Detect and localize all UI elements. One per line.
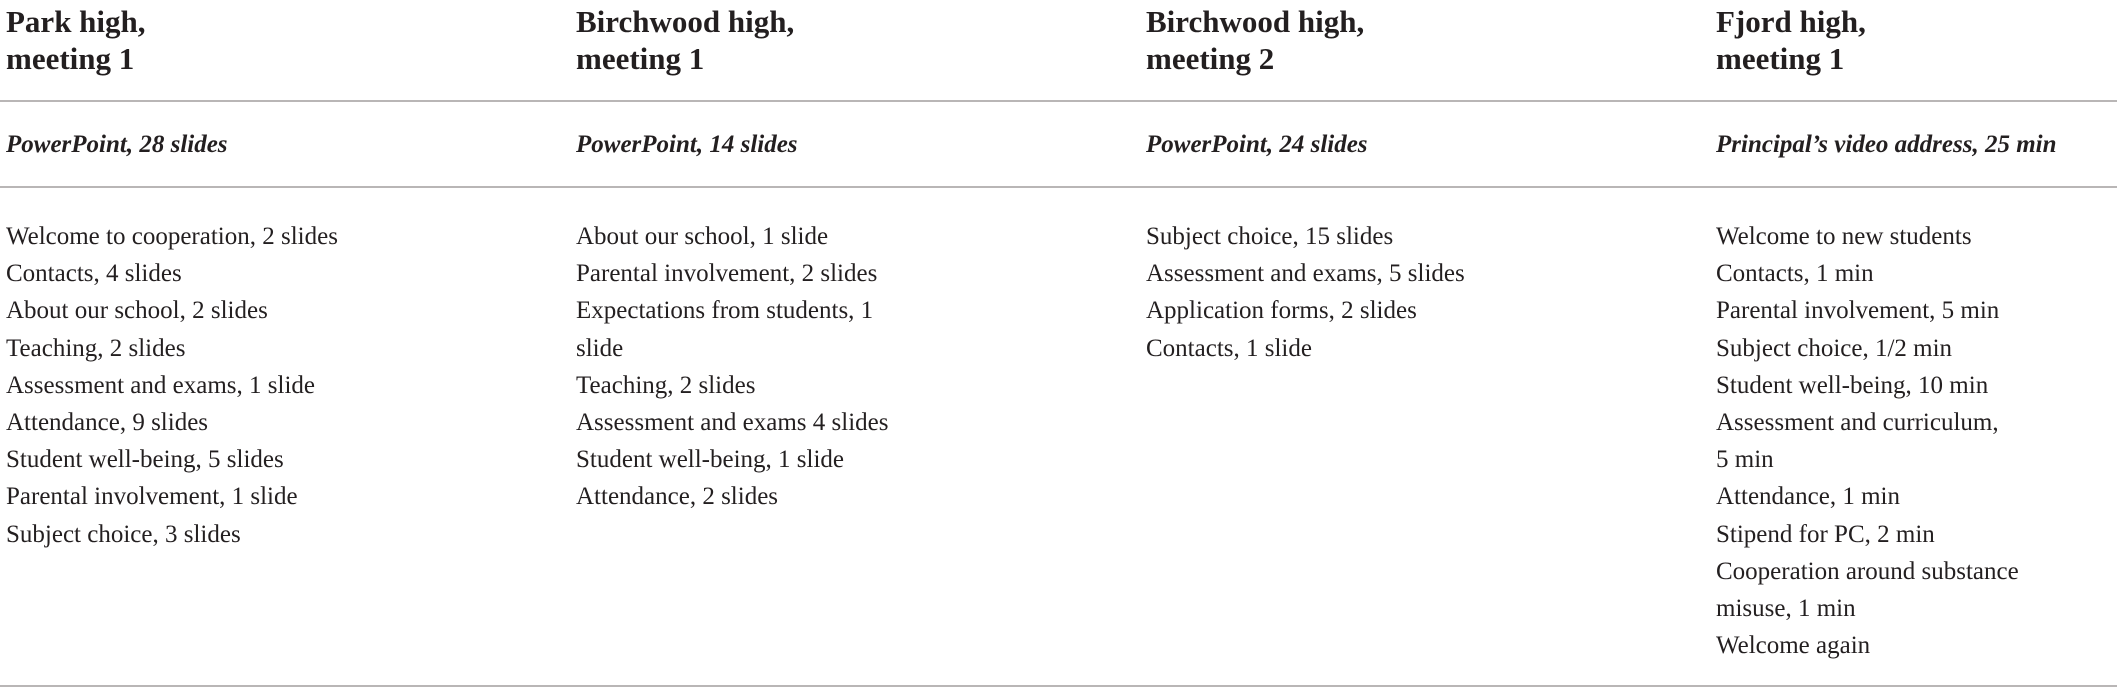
column-header-line: Birchwood high, [1146, 4, 1365, 39]
list-item: Attendance, 2 slides [576, 483, 779, 511]
column-header-park-high-meeting-1 [0, 0, 570, 101]
list-item: Subject choice, 1/2 min [1716, 334, 1953, 362]
column-header-line: meeting 2 [1146, 41, 1275, 76]
list-item: misuse, 1 min [1716, 595, 1856, 623]
column-header-line: Park high, [6, 4, 146, 39]
list-item: Subject choice, 3 slides [6, 520, 241, 548]
list-item: Parental involvement, 2 slides [576, 260, 878, 288]
format-row [0, 130, 2117, 160]
header-divider [0, 100, 2117, 102]
list-item: slide [576, 334, 624, 362]
table-header-row [0, 0, 2117, 101]
list-item: Stipend for PC, 2 min [1716, 520, 1935, 548]
column-header-birchwood-high-meeting-1 [570, 0, 1140, 101]
column-header-line: meeting 1 [576, 41, 705, 76]
list-item: Student well-being, 1 slide [576, 446, 845, 474]
format-divider [0, 186, 2117, 188]
content-cell-birchwood-high-meeting-1 [570, 218, 1140, 664]
content-row [0, 218, 2117, 664]
list-item: Contacts, 4 slides [6, 260, 182, 288]
format-cell: PowerPoint, 28 slides [6, 131, 228, 158]
format-cell: Principal’s video address, 25 min [1716, 131, 2057, 158]
column-header-line: meeting 1 [6, 41, 135, 76]
list-item: Teaching, 2 slides [576, 371, 756, 399]
list-item: Welcome again [1716, 632, 1871, 660]
list-item: Teaching, 2 slides [6, 334, 186, 362]
list-item: Parental involvement, 1 slide [6, 483, 298, 511]
list-item: About our school, 1 slide [576, 223, 829, 250]
content-cell-park-high-meeting-1 [0, 218, 570, 664]
list-item: Contacts, 1 min [1716, 260, 1874, 288]
format-cell: PowerPoint, 24 slides [1146, 131, 1368, 158]
list-item: Assessment and curriculum, [1716, 409, 1999, 437]
list-item: Welcome to cooperation, 2 slides [6, 223, 338, 250]
list-item: Student well-being, 10 min [1716, 371, 1989, 399]
list-item: Assessment and exams, 1 slide [6, 371, 315, 399]
column-header-line: Fjord high, [1716, 4, 1866, 39]
format-cell: PowerPoint, 14 slides [576, 131, 798, 158]
content-cell-fjord-high-meeting-1 [1710, 218, 2117, 664]
list-item: Application forms, 2 slides [1146, 297, 1417, 325]
list-item: Assessment and exams, 5 slides [1146, 260, 1465, 288]
table-bottom-rule [0, 685, 2117, 687]
list-item: Contacts, 1 slide [1146, 334, 1312, 362]
list-item: Assessment and exams 4 slides [576, 409, 889, 437]
list-item: Subject choice, 15 slides [1146, 223, 1394, 250]
list-item: Parental involvement, 5 min [1716, 297, 2000, 325]
list-item: Welcome to new students [1716, 223, 1972, 250]
content-cell-birchwood-high-meeting-2 [1140, 218, 1710, 664]
column-header-fjord-high-meeting-1 [1710, 0, 2117, 101]
list-item: Expectations from students, 1 [576, 297, 874, 325]
list-item: About our school, 2 slides [6, 297, 268, 325]
column-header-line: Birchwood high, [576, 4, 795, 39]
list-item: 5 min [1716, 446, 1774, 474]
column-header-line: meeting 1 [1716, 41, 1845, 76]
list-item: Cooperation around substance [1716, 557, 2019, 585]
list-item: Attendance, 1 min [1716, 483, 1900, 511]
column-header-birchwood-high-meeting-2 [1140, 0, 1710, 101]
list-item: Student well-being, 5 slides [6, 446, 284, 474]
list-item: Attendance, 9 slides [6, 409, 209, 437]
